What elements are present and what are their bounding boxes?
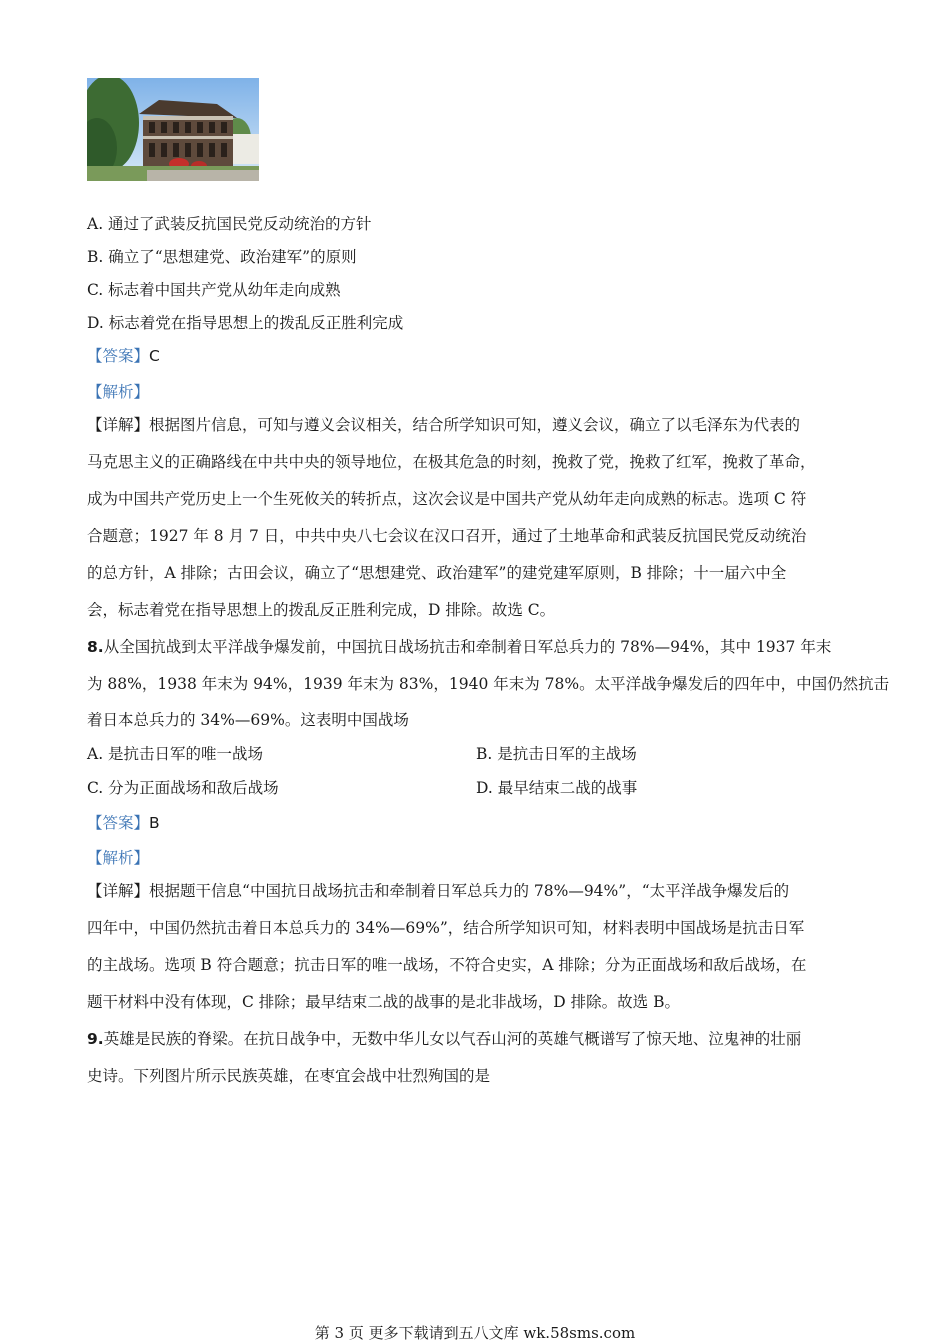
q7-detail-line: 马克思主义的正确路线在中共中央的领导地位，在极其危急的时刻，挽救了党，挽救了红军，挽救了革命， (87, 453, 816, 471)
q8-stem-line: 着日本总兵力的 34%—69%。这表明中国战场 (87, 711, 409, 729)
zunyi-building-photo (87, 78, 259, 181)
detail-text: 根据题干信息“中国抗日战场抗击和牵制着日军总兵力的 78%—94%”，“太平洋战争爆发后的 (149, 882, 790, 900)
detail-tag: 【详解】 (87, 882, 150, 900)
detail-tag: 【详解】 (87, 416, 150, 434)
q7-detail-line: 合题意；1927 年 8 月 7 日，中共中央八七会议在汉口召开，通过了土地革命和武装反抗国民党反动统治 (87, 527, 807, 545)
q8-detail-line: 题干材料中没有体现，C 排除；最早结束二战的战事的是北非战场，D 排除。故选 B。 (87, 993, 680, 1011)
question-number: 8. (87, 638, 104, 656)
q8-detail-line: 的主战场。选项 B 符合题意；抗击日军的唯一战场，不符合史实，A 排除；分为正面战场和敌后战场，在 (87, 956, 807, 974)
q8-stem-line (87, 637, 831, 657)
q8-option-c: C. 分为正面战场和敌后战场 (87, 779, 279, 797)
answer-value: C (149, 347, 160, 365)
page-footer: 第 3 页 更多下载请到五八文库 wk.58sms.com (314, 1324, 636, 1342)
q8-detail-line: 四年中，中国仍然抗击着日本总兵力的 34%—69%”，结合所学知识可知，材料表明中国战场是抗击日军 (87, 919, 805, 937)
question-number: 9. (87, 1030, 104, 1048)
q7-option-a: A. 通过了武装反抗国民党反动统治的方针 (87, 215, 372, 233)
q9-stem-line (87, 1029, 801, 1049)
q7-detail-line: 会，标志着党在指导思想上的拨乱反正胜利完成，D 排除。故选 C。 (87, 601, 556, 619)
answer-tag: 【答案】 (87, 814, 150, 832)
q8-detail-line (87, 881, 789, 901)
q8-answer (87, 813, 160, 833)
q7-analysis-tag: 【解析】 (87, 383, 150, 401)
q7-answer (87, 346, 160, 366)
q7-detail-line (87, 415, 800, 435)
answer-value: B (149, 814, 160, 832)
answer-tag: 【答案】 (87, 347, 150, 365)
q8-stem-line: 为 88%，1938 年末为 94%，1939 年末为 83%，1940 年末为 78%。太平洋战争爆发后的四年中，中国仍然抗击 (87, 675, 890, 693)
q7-detail-line: 成为中国共产党历史上一个生死攸关的转折点，这次会议是中国共产党从幼年走向成熟的标志。选项 C 符 (87, 490, 807, 508)
q8-option-a: A. 是抗击日军的唯一战场 (87, 745, 264, 763)
stem-text: 英雄是民族的脊梁。在抗日战争中，无数中华儿女以气吞山河的英雄气概谱写了惊天地、泣鬼神的壮丽 (103, 1030, 802, 1048)
q8-analysis-tag: 【解析】 (87, 849, 150, 867)
q9-stem-line: 史诗。下列图片所示民族英雄，在枣宜会战中壮烈殉国的是 (87, 1067, 491, 1085)
q7-option-d: D. 标志着党在指导思想上的拨乱反正胜利完成 (87, 314, 404, 332)
q7-option-b: B. 确立了“思想建党、政治建军”的原则 (87, 248, 357, 266)
q7-option-c: C. 标志着中国共产党从幼年走向成熟 (87, 281, 341, 299)
stem-text: 从全国抗战到太平洋战争爆发前，中国抗日战场抗击和牵制着日军总兵力的 78%—94%，其中 1937 年末 (103, 638, 832, 656)
q7-detail-line: 的总方针，A 排除；古田会议，确立了“思想建党、政治建军”的建党建军原则，B 排除；十一届六中全 (87, 564, 787, 582)
detail-text: 根据图片信息，可知与遵义会议相关，结合所学知识可知，遵义会议，确立了以毛泽东为代表的 (149, 416, 801, 434)
q8-option-d: D. 最早结束二战的战事 (476, 779, 638, 797)
q8-option-b: B. 是抗击日军的主战场 (476, 745, 637, 763)
